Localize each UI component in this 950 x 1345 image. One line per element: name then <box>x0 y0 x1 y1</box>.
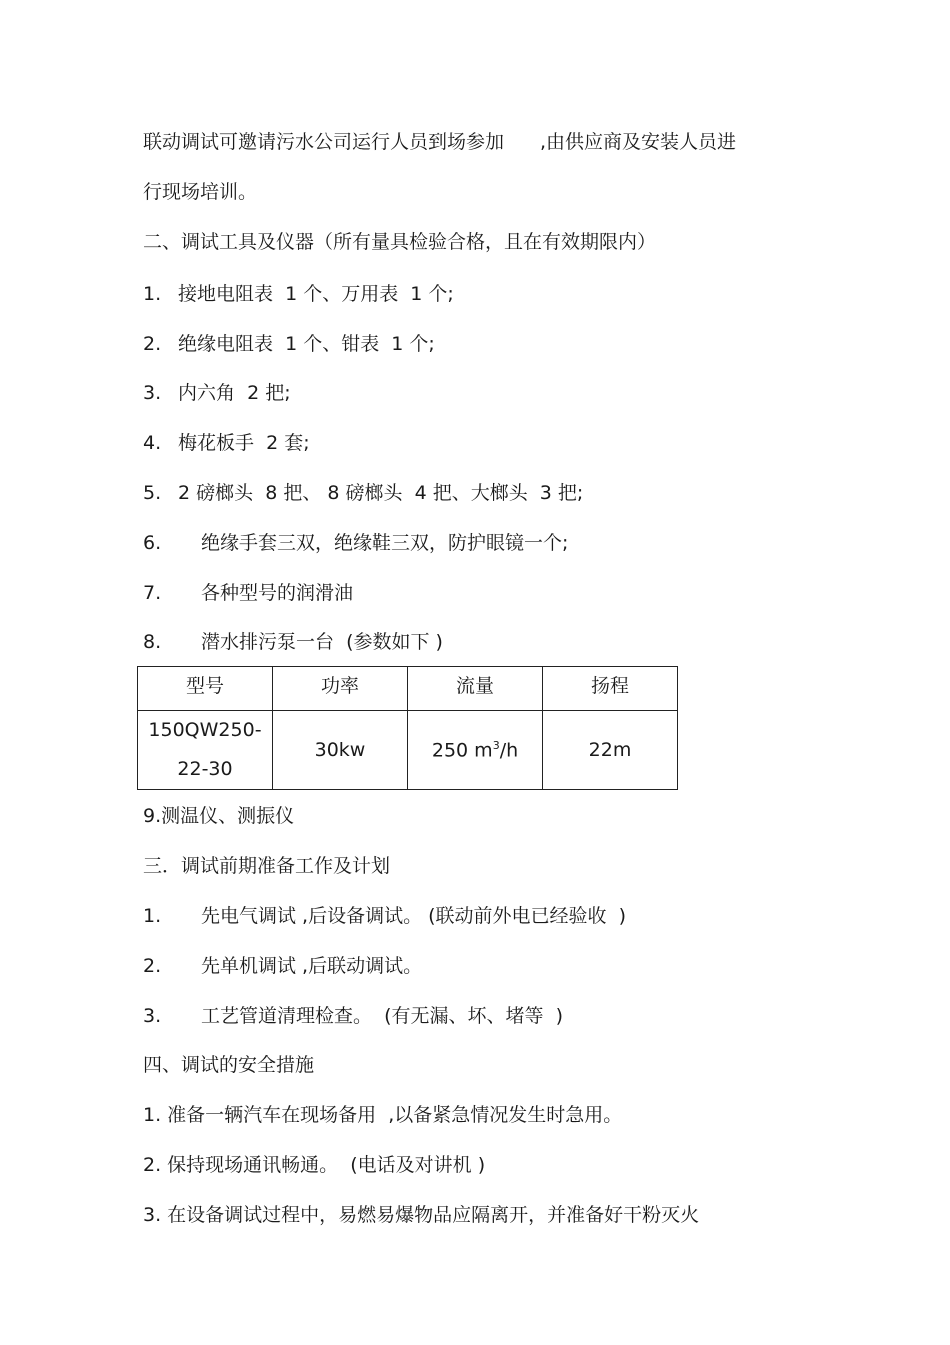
list-item: 3. 内六角 2 把; <box>143 382 291 404</box>
paragraph-text: 联动调试可邀请污水公司运行人员到场参加 <box>143 131 505 153</box>
pump-parameters-table <box>137 666 678 790</box>
list-item: 3. 在设备调试过程中，易燃易爆物品应隔离开，并准备好干粉灭火 <box>143 1204 700 1226</box>
list-item: 3. 工艺管道清理检查。 (有无漏、坏、堵等 ) <box>143 1005 563 1027</box>
list-item: 4. 梅花板手 2 套; <box>143 432 310 454</box>
section-heading-safety: 四、调试的安全措施 <box>143 1054 315 1076</box>
paragraph-text: ,由供应商及安装人员进 <box>540 131 737 153</box>
table-header-cell: 流量 <box>408 667 543 711</box>
list-item: 9.测温仪、测振仪 <box>143 805 295 827</box>
list-item: 5. 2 磅榔头 8 把、 8 磅榔头 4 把、大榔头 3 把; <box>143 482 584 504</box>
list-item: 2. 绝缘电阻表 1 个、钳表 1 个; <box>143 333 435 355</box>
list-item: 2. 保持现场通讯畅通。 (电话及对讲机 ) <box>143 1154 486 1176</box>
table-cell-head: 22m <box>543 711 678 790</box>
section-heading-preparation: 三．调试前期准备工作及计划 <box>143 855 391 877</box>
list-item: 1. 接地电阻表 1 个、万用表 1 个; <box>143 283 454 305</box>
list-item: 7. 各种型号的润滑油 <box>143 582 354 604</box>
list-item: 2. 先单机调试 ,后联动调试。 <box>143 955 423 977</box>
list-item: 1. 准备一辆汽车在现场备用 ,以备紧急情况发生时急用。 <box>143 1104 623 1126</box>
list-item: 8. 潜水排污泵一台 (参数如下 ) <box>143 631 443 653</box>
table-header-cell: 扬程 <box>543 667 678 711</box>
section-heading-tools: 二、调试工具及仪器（所有量具检验合格，且在有效期限内） <box>143 231 657 253</box>
table-header-row <box>138 667 678 711</box>
table-header-cell: 功率 <box>273 667 408 711</box>
paragraph-line-2: 行现场培训。 <box>143 181 258 203</box>
table-cell-model: 150QW250- 22-30 <box>138 711 273 790</box>
paragraph-line-1 <box>143 130 736 154</box>
table-header-cell: 型号 <box>138 667 273 711</box>
table-row <box>138 711 678 790</box>
table-cell-flow: 250 $m^3/h$ <box>408 711 543 790</box>
list-item: 1. 先电气调试 ,后设备调试。 (联动前外电已经验收 ) <box>143 905 627 927</box>
table-cell-power: 30kw <box>273 711 408 790</box>
list-item: 6. 绝缘手套三双，绝缘鞋三双，防护眼镜一个; <box>143 532 569 554</box>
